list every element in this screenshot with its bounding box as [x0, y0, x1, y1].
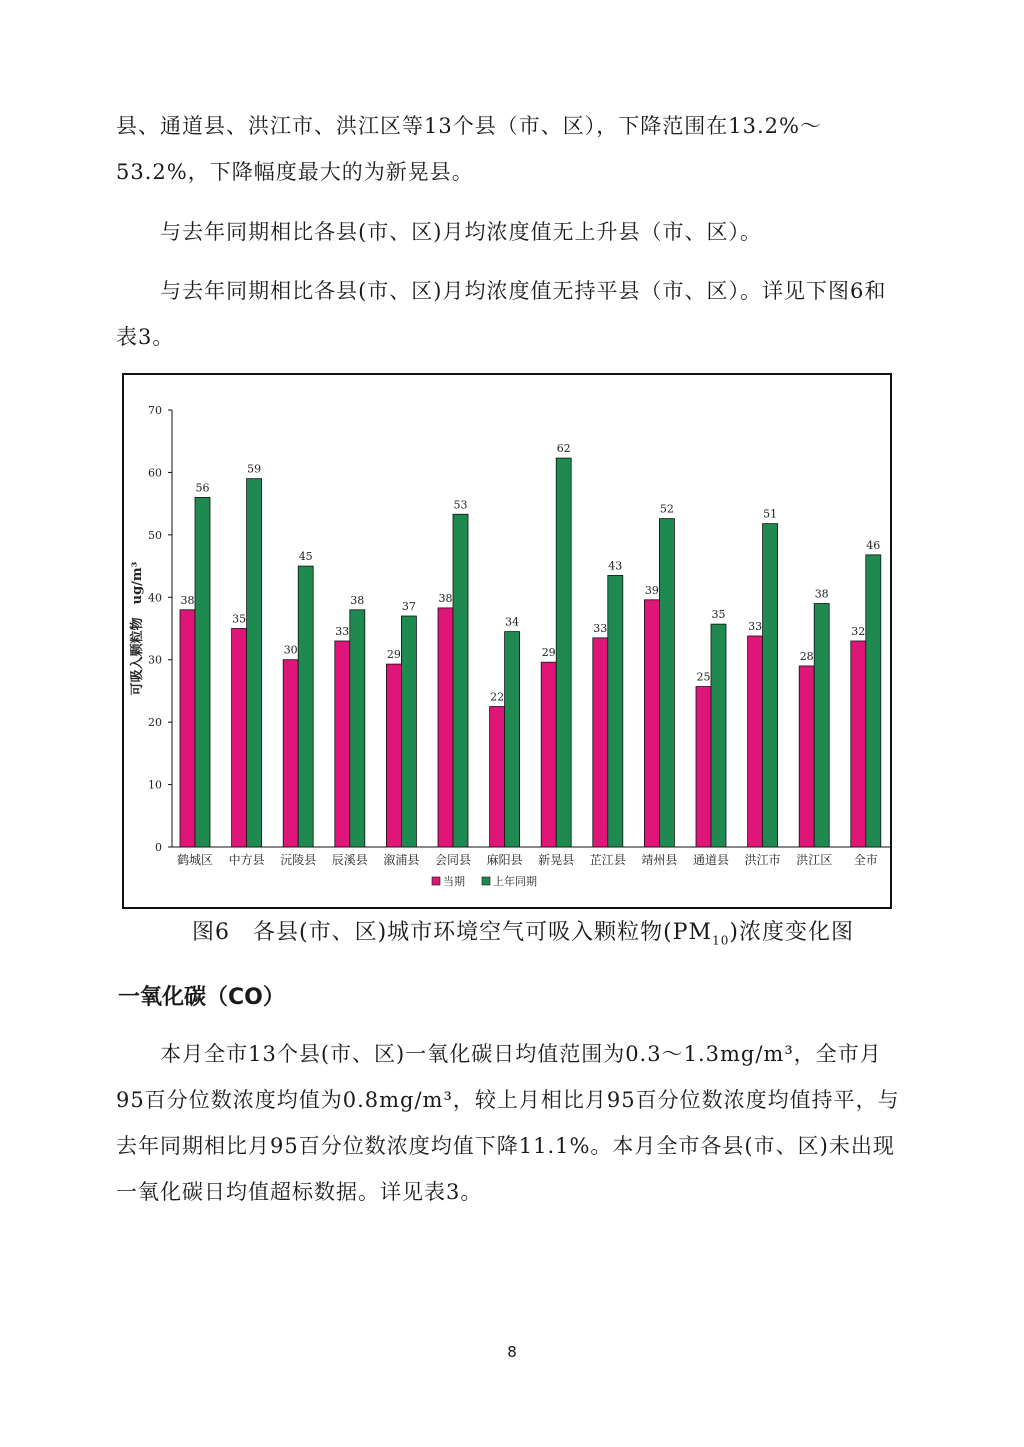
bar-current [335, 641, 350, 847]
bar-current [851, 641, 866, 847]
data-label-last-year: 59 [247, 462, 262, 476]
page-number: 8 [507, 1343, 517, 1361]
x-tick-label: 中方县 [228, 853, 265, 867]
y-tick-label: 10 [148, 778, 162, 792]
paragraph-pm10-decline: 县、通道县、洪江市、洪江区等13个县（市、区），下降范围在13.2%～53.2%，下降幅度最大的为新晃县。 [116, 114, 822, 184]
bar-current [283, 660, 298, 847]
legend-label-last-year: 上年同期 [493, 875, 537, 888]
x-tick-label: 会同县 [434, 853, 472, 867]
data-label-current: 33 [335, 624, 350, 638]
bar-last-year [659, 519, 674, 847]
legend-label-current: 当期 [443, 875, 465, 888]
bar-last-year [556, 458, 571, 847]
x-tick-label: 沅陵县 [280, 853, 317, 867]
data-label-current: 33 [593, 621, 608, 635]
data-label-last-year: 62 [556, 442, 571, 456]
bar-last-year [763, 524, 778, 847]
legend-swatch-last-year [482, 877, 490, 885]
bar-current [438, 608, 453, 847]
y-tick-label: 20 [148, 716, 162, 730]
data-label-last-year: 35 [711, 608, 726, 622]
data-label-current: 33 [748, 619, 763, 633]
paragraph-no-flat: 与去年同期相比各县(市、区)月均浓度值无持平县（市、区）。详见下图6和表3。 [116, 279, 887, 349]
x-tick-label: 麻阳县 [486, 853, 523, 867]
data-label-last-year: 53 [453, 498, 468, 512]
data-label-last-year: 34 [505, 615, 520, 629]
data-label-current: 22 [490, 690, 505, 704]
caption-suffix: )浓度变化图 [729, 920, 854, 945]
y-axis-label: 可吸入颗粒物 ug/m³ [130, 561, 145, 696]
bar-last-year [401, 616, 416, 847]
bar-current [799, 666, 814, 847]
bar-current [593, 638, 608, 847]
data-label-last-year: 38 [814, 587, 829, 601]
bar-current [696, 687, 711, 847]
y-tick-label: 30 [148, 653, 162, 667]
x-tick-label: 全市 [853, 853, 878, 867]
bar-last-year [505, 632, 520, 847]
bar-current [386, 664, 401, 847]
data-label-last-year: 43 [608, 559, 623, 573]
data-label-last-year: 45 [298, 550, 313, 564]
paragraph-no-increase: 与去年同期相比各县(市、区)月均浓度值无上升县（市、区）。 [160, 220, 762, 244]
y-tick-label: 50 [148, 528, 162, 542]
data-label-last-year: 37 [401, 600, 416, 614]
x-tick-label: 鹤城区 [176, 853, 214, 867]
x-tick-label: 溆浦县 [383, 853, 420, 867]
x-tick-label: 芷江县 [589, 853, 626, 867]
legend-swatch-current [432, 877, 440, 885]
x-tick-label: 通道县 [692, 853, 730, 867]
data-label-current: 29 [386, 648, 401, 662]
data-label-current: 30 [283, 643, 298, 657]
data-label-last-year: 51 [763, 507, 778, 521]
caption-subscript: 10 [712, 933, 730, 948]
data-label-current: 38 [438, 591, 453, 605]
bar-last-year [866, 555, 881, 847]
y-tick-label: 70 [148, 404, 162, 417]
bar-last-year [608, 575, 623, 847]
bar-last-year [298, 566, 313, 847]
x-tick-label: 辰溪县 [331, 853, 368, 867]
data-label-current: 32 [851, 624, 866, 638]
chart-frame [122, 373, 892, 909]
y-tick-label: 40 [148, 591, 162, 605]
data-label-current: 28 [799, 649, 814, 663]
bar-current [541, 662, 556, 847]
data-label-current: 39 [644, 583, 659, 597]
y-tick-label: 60 [148, 466, 162, 480]
paragraph-co-summary: 本月全市13个县(市、区)一氧化碳日均值范围为0.3～1.3mg/m³，全市月95百分位数浓度均值为0.8mg/m³，较上月相比月95百分位数浓度均值持平，与去年同期相比月95百分位数浓度均值下降11.1%。本月全市各县(市、区)未出现一氧化碳日均值超标数据。详见表3。 [116, 1042, 900, 1204]
data-label-last-year: 52 [659, 502, 674, 516]
bar-last-year [350, 610, 365, 847]
caption-prefix: 图6 各县(市、区)城市环境空气可吸入颗粒物(PM [192, 920, 713, 945]
data-label-current: 35 [232, 612, 247, 626]
pm10-bar-chart [124, 375, 890, 907]
x-tick-label: 靖州县 [641, 853, 678, 867]
bar-last-year [195, 497, 210, 847]
bar-last-year [247, 479, 262, 847]
bar-current [180, 610, 195, 847]
data-label-current: 38 [180, 593, 195, 607]
data-label-last-year: 38 [350, 593, 365, 607]
x-tick-label: 洪江市 [744, 853, 781, 867]
y-tick-label: 0 [155, 841, 162, 854]
bar-last-year [453, 514, 468, 847]
section-heading-co: 一氧化碳（CO） [118, 985, 285, 1010]
figure-caption [192, 915, 854, 947]
data-label-last-year: 46 [866, 538, 881, 552]
bar-current [748, 636, 763, 847]
x-tick-label: 洪江区 [796, 853, 833, 867]
data-label-current: 25 [696, 670, 711, 684]
bar-last-year [711, 624, 726, 847]
data-label-current: 29 [541, 646, 556, 660]
bar-current [232, 629, 247, 848]
data-label-last-year: 56 [195, 481, 210, 495]
x-tick-label: 新晃县 [538, 853, 575, 867]
bar-current [644, 600, 659, 847]
bar-current [490, 707, 505, 847]
bar-last-year [814, 604, 829, 847]
